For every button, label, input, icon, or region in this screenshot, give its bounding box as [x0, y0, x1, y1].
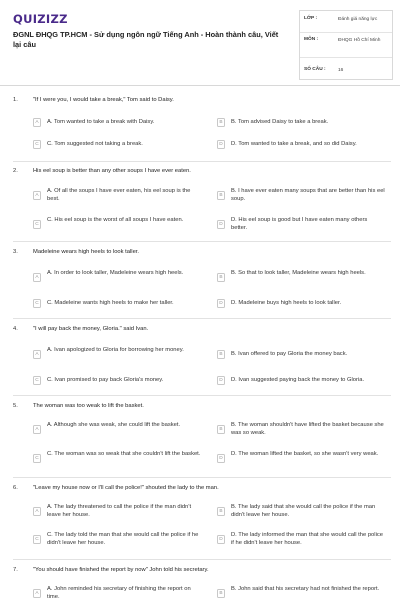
- option-letter-box: A: [33, 191, 41, 200]
- question-number: 7.: [13, 567, 18, 573]
- quizizz-logo: QUIZIZZ: [13, 12, 68, 26]
- option-letter-box: A: [33, 425, 41, 434]
- option-letter-box: B: [217, 589, 225, 598]
- option-text: B. The lady said that she would call the police if the man didn't leave her house.: [231, 504, 376, 519]
- option-text: C. Ivan promised to pay back Gloria's money.: [47, 377, 164, 383]
- option-letter-box: B: [217, 350, 225, 359]
- option-letter-box: D: [217, 454, 225, 463]
- meta-label-class: LỚP :: [304, 16, 318, 21]
- option-letter-box: B: [217, 507, 225, 516]
- question-number: 3.: [13, 249, 18, 255]
- option-letter-box: B: [217, 191, 225, 200]
- option-text: D. The lady informed the man that she would call the police if he didn't leave her house.: [231, 532, 383, 547]
- option-text: D. The woman lifted the basket, so she wasn't very weak.: [231, 451, 379, 457]
- question-text: Madeleine wears high heels to look taller.: [33, 249, 140, 255]
- question-divider: [13, 559, 391, 560]
- question-number: 4.: [13, 326, 18, 332]
- option-text: D. Madeleine buys high heels to look taller.: [231, 300, 342, 306]
- option-letter-box: D: [217, 299, 225, 308]
- option-letter-box: D: [217, 140, 225, 149]
- option-text: C. Tom suggested not taking a break.: [47, 141, 143, 147]
- option-text: B. John said that his secretary had not finished the report.: [231, 586, 380, 592]
- question-divider: [13, 241, 391, 242]
- option-letter-box: A: [33, 507, 41, 516]
- question-divider: [13, 395, 391, 396]
- question-divider: [13, 161, 391, 162]
- meta-label-count: SỐ CÂU :: [304, 67, 326, 72]
- option-letter-box: D: [217, 376, 225, 385]
- option-text: C. Madeleine wants high heels to make her taller.: [47, 300, 174, 306]
- question-text: "If I were you, I would take a break," Tom said to Daisy.: [33, 97, 174, 103]
- option-letter-box: C: [33, 140, 41, 149]
- meta-divider: [300, 57, 392, 58]
- option-text: B. Tom advised Daisy to take a break.: [231, 119, 329, 125]
- option-text: A. Tom wanted to take a break with Daisy.: [47, 119, 155, 125]
- option-letter-box: C: [33, 299, 41, 308]
- question-divider: [13, 318, 391, 319]
- option-text: C. The woman was so weak that she couldn't lift the basket.: [47, 451, 201, 457]
- question-text: "I will pay back the money, Gloria." said Ivan.: [33, 326, 149, 332]
- meta-value-count: 16: [338, 68, 344, 73]
- option-text: A. Of all the soups I have ever eaten, his eel soup is the best.: [47, 188, 191, 203]
- option-letter-box: D: [217, 535, 225, 544]
- question-number: 5.: [13, 403, 18, 409]
- option-letter-box: B: [217, 273, 225, 282]
- option-text: C. His eel soup is the worst of all soups I have eaten.: [47, 217, 184, 223]
- question-text: His eel soup is better than any other soups I have ever eaten.: [33, 168, 191, 174]
- option-text: D. Tom wanted to take a break, and so did Daisy.: [231, 141, 357, 147]
- option-letter-box: C: [33, 454, 41, 463]
- option-text: A. The lady threatened to call the police if the man didn't leave her house.: [47, 504, 192, 519]
- question-number: 1.: [13, 97, 18, 103]
- option-letter-box: C: [33, 535, 41, 544]
- option-text: D. His eel soup is good but I have eaten many others better.: [231, 217, 368, 232]
- option-letter-box: A: [33, 273, 41, 282]
- option-text: A. Although she was weak, she could lift the basket.: [47, 422, 181, 428]
- worksheet-header: [0, 0, 400, 86]
- option-letter-box: D: [217, 220, 225, 229]
- question-text: The woman was too weak to lift the basket.: [33, 403, 144, 409]
- option-letter-box: C: [33, 220, 41, 229]
- option-text: C. The lady told the man that she would call the police if he didn't leave her house.: [47, 532, 199, 547]
- meta-divider: [300, 32, 392, 33]
- option-text: A. In order to look taller, Madeleine wears high heels.: [47, 270, 184, 276]
- option-letter-box: B: [217, 118, 225, 127]
- option-letter-box: A: [33, 350, 41, 359]
- meta-value-class: Đánh giá năng lực: [338, 17, 378, 22]
- option-text: D. Ivan suggested paying back the money to Gloria.: [231, 377, 365, 383]
- question-number: 6.: [13, 485, 18, 491]
- option-text: B. The woman shouldn't have lifted the basket because she was so weak.: [231, 422, 384, 437]
- question-text: "Leave my house now or I'll call the police!" shouted the lady to the man.: [33, 485, 219, 491]
- option-text: B. I have ever eaten many soups that are better than his eel soup.: [231, 188, 385, 203]
- meta-value-subject: ĐHQG Hồ Chí Minh: [338, 38, 381, 43]
- option-letter-box: C: [33, 376, 41, 385]
- meta-label-subject: MÔN :: [304, 37, 319, 42]
- option-letter-box: B: [217, 425, 225, 434]
- worksheet-title: ĐGNL ĐHQG TP.HCM - Sử dụng ngôn ngữ Tiếng Anh - Hoàn thành câu, Viết lại câu: [13, 30, 279, 49]
- option-letter-box: A: [33, 118, 41, 127]
- option-text: A. John reminded his secretary of finishing the report on time.: [47, 586, 191, 600]
- option-letter-box: A: [33, 589, 41, 598]
- worksheet-meta-box: [299, 10, 393, 80]
- question-text: "You should have finished the report by now" John told his secretary.: [33, 567, 209, 573]
- option-text: B. So that to look taller, Madeleine wears high heels.: [231, 270, 366, 276]
- option-text: B. Ivan offered to pay Gloria the money back.: [231, 351, 348, 357]
- option-text: A. Ivan apologized to Gloria for borrowing her money.: [47, 347, 184, 353]
- question-number: 2.: [13, 168, 18, 174]
- question-divider: [13, 477, 391, 478]
